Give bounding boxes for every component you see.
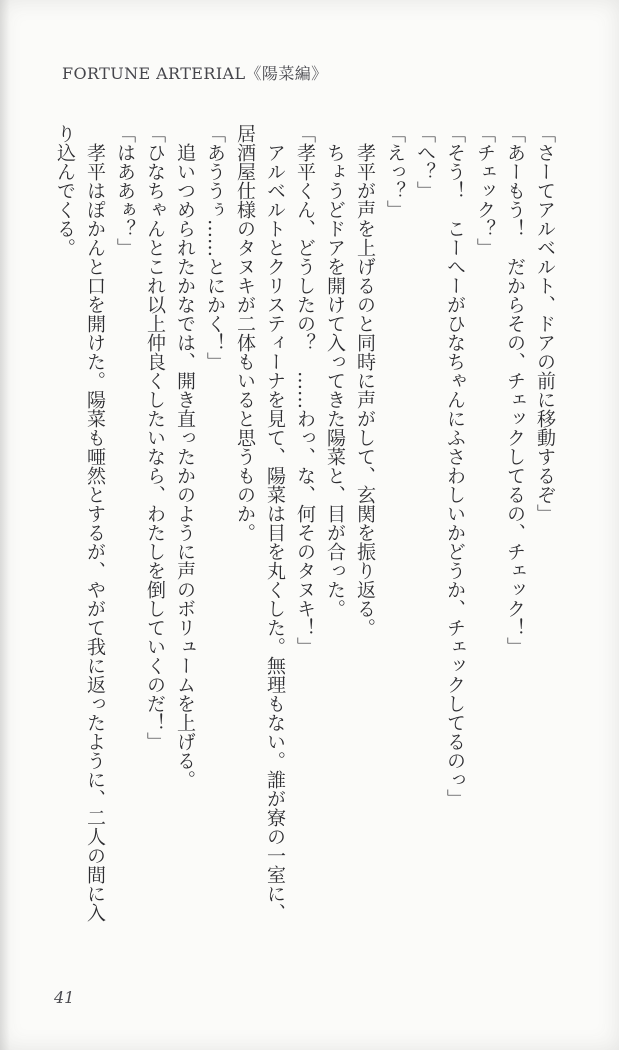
paragraph-9: 「孝平くん、どうしたの？ ……わっ、な、何そのタヌキ！」 [294,124,316,656]
paragraph-4: 「そう！ こーへーがひなちゃんにふさわしいかどうか、チェックしてるのっ」 [444,124,466,808]
paragraph-1: 「さーてアルベルト、ドアの前に移動するぞ」 [534,124,556,523]
paragraph-11: 「あううぅ……とにかく！」 [204,124,226,371]
scan-edge-shadow [0,0,10,1050]
paragraph-10: アルベルトとクリスティーナを見て、陽菜は目を丸くした。無理もない。誰が寮の一室に、居酒屋仕様のタヌキが二体もいると思うものか。 [234,124,286,922]
paragraph-13: 「ひなちゃんとこれ以上仲良くしたいなら、わたしを倒していくのだ！」 [144,124,166,751]
paragraph-6: 「えっ？」 [384,124,406,219]
paragraph-15: 孝平はぽかんと口を開けた。陽菜も唖然とするが、やがて我に返ったように、二人の間に入り込んでくる。 [54,124,106,922]
novel-text-block [48,124,560,924]
paragraph-5: 「へ？」 [414,124,436,200]
paragraph-7: 孝平が声を上げるのと同時に声がして、玄関を振り返る。 [354,124,376,637]
running-header-title: FORTUNE ARTERIAL《陽菜編》 [62,64,328,83]
paragraph-3: 「チェック？」 [474,124,496,257]
paragraph-14: 「はああぁ？」 [114,124,136,257]
paragraph-8: ちょうどドアを開けて入ってきた陽菜と、目が合った。 [324,124,346,618]
page-number: 41 [54,988,75,1007]
paragraph-2: 「あーもう！ だからその、チェックしてるの、チェック！」 [504,124,526,656]
paragraph-12: 追いつめられたかなでは、開き直ったかのように声のボリュームを上げる。 [174,124,196,789]
